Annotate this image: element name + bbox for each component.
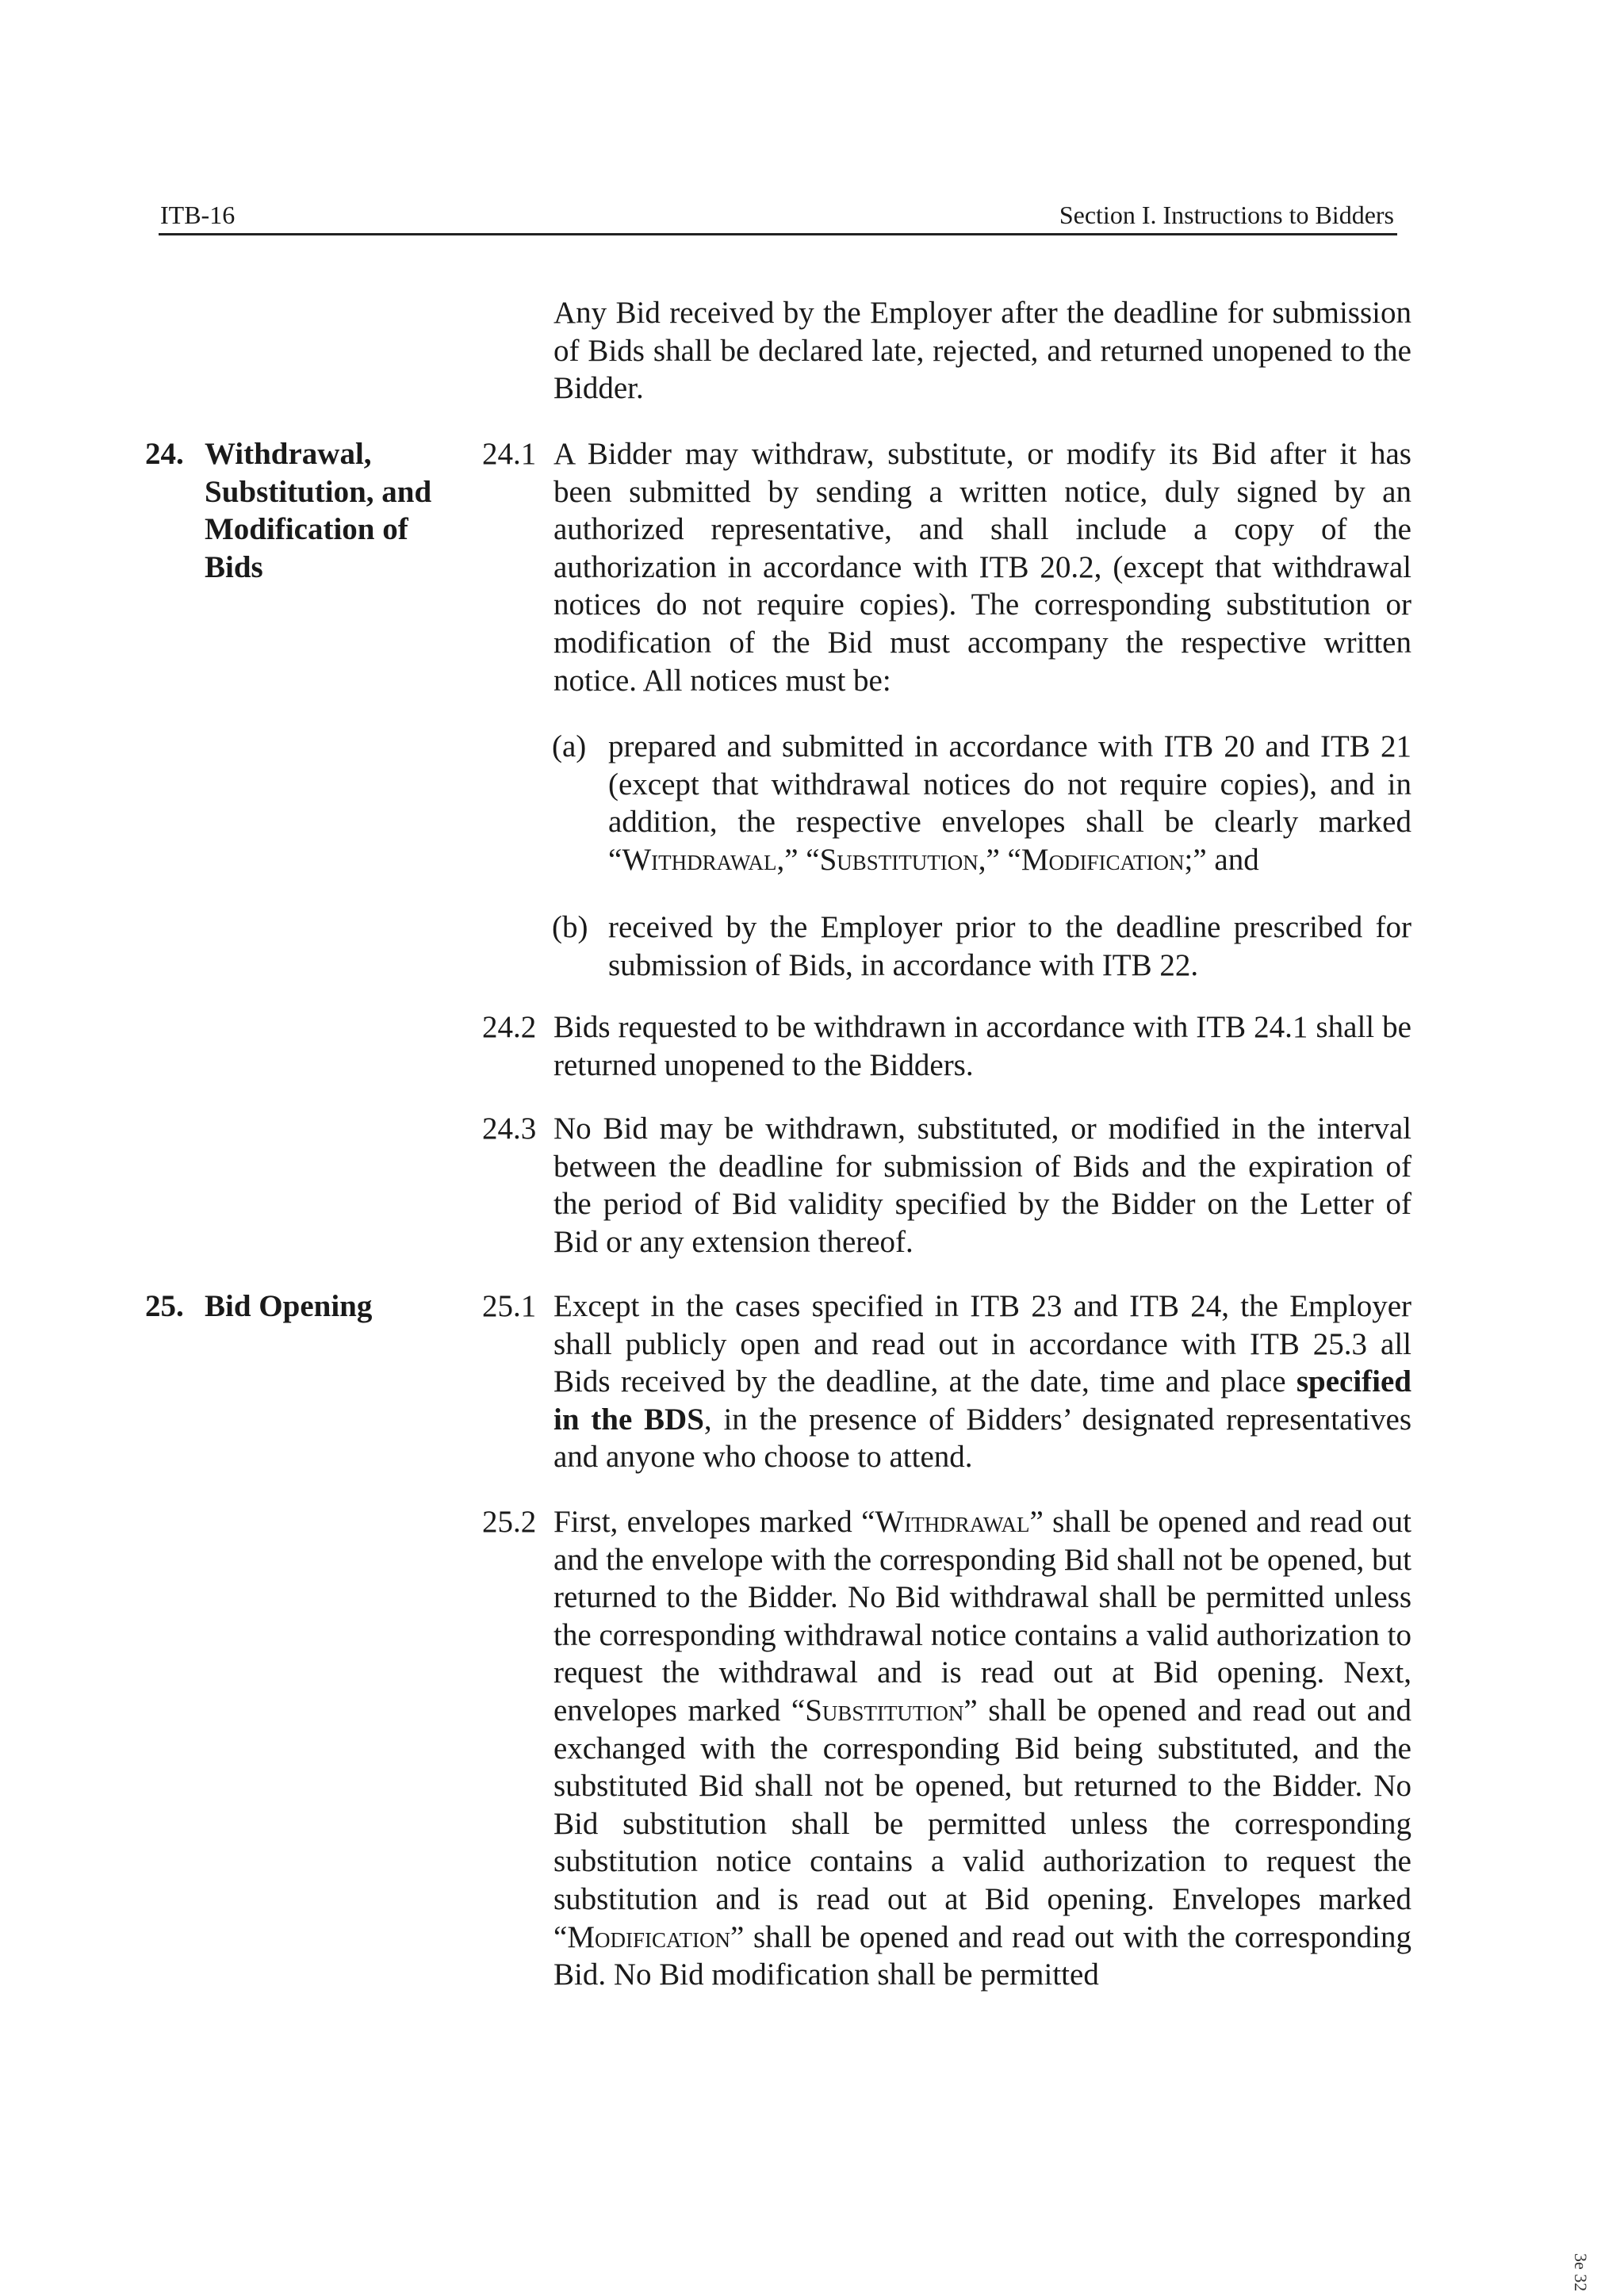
intro-paragraph: Any Bid received by the Employer after the deadline for submission of Bids shall be declared late, rejected, and returned unopened to the Bidder.: [553, 296, 1411, 406]
sub-clause-25-1-text-before: Except in the cases specified in ITB 23 and ITB 24, the Employer shall publicly open and read out in accordance with ITB 25.3 all Bids received by the deadline, at the date, time and place: [553, 1289, 1411, 1399]
sub-clause-24-1-number: 24.1: [482, 437, 537, 471]
sub-clause-25-2-part-3: ” shall be opened and read out and exchanged with the corresponding Bid being substituted, and the substituted Bid shall not be opened, but returned to the Bidder. No Bid substitution shall be permitted unless the corresponding substitution notice contains a valid authorization to request the substitution and is read out at Bid opening. Envelopes marked “: [553, 1693, 1411, 1954]
item-a-sep-2: ,” “: [978, 842, 1021, 877]
sub-clause-25-1-number: 25.1: [482, 1289, 537, 1323]
sub-clause-25-1-text-after: , in the presence of Bidders’ designated representatives and anyone who choose to attend.: [553, 1402, 1411, 1475]
sub-clause-25-2-text: [553, 1503, 1411, 1994]
page-header: [159, 197, 1397, 235]
sub-clause-25-1-bold: specified in the BDS: [553, 1364, 1411, 1437]
item-b-text: received by the Employer prior to the deadline prescribed for submission of Bids, in accordance with ITB 22.: [608, 910, 1411, 982]
sub-clause-25-2-substitution: Substitution: [805, 1693, 964, 1728]
item-a-label: (a): [552, 729, 587, 763]
item-a-text-before: prepared and submitted in accordance with ITB 20 and ITB 21 (except that withdrawal notices do not require copies), and in addition, the respective envelopes shall be clearly marked “: [608, 729, 1411, 877]
page-code: 3e 32: [1571, 2253, 1591, 2292]
item-a-sep-1: ,” “: [776, 842, 820, 877]
sub-clause-25-2-number: 25.2: [482, 1505, 537, 1539]
item-b-label: (b): [552, 910, 588, 944]
clause-24-title: Withdrawal, Substitution, and Modification of Bids: [205, 437, 432, 584]
clause-24-number: 24.: [145, 437, 184, 471]
item-a-text-after: ;” and: [1184, 842, 1259, 877]
sub-clause-25-2-withdrawal: Withdrawal: [875, 1505, 1030, 1539]
sub-clause-24-3-text: No Bid may be withdrawn, substituted, or modified in the interval between the deadline for submission of Bids and the expiration of the period of Bid validity specified by the Bidder on the Letter of Bid or any extension thereof.: [553, 1112, 1411, 1259]
sub-clause-25-2-part-2: ” shall be opened and read out and the envelope with the corresponding Bid shall not be opened, but returned to the Bidder. No Bid withdrawal shall be permitted unless the corresponding withdrawal notice contains a valid authorization to request the withdrawal and is read out at Bid opening. Next, envelopes marked “: [553, 1505, 1411, 1728]
page-id: ITB-16: [160, 201, 236, 229]
sub-clause-25-2-modification: Modification: [567, 1919, 730, 1954]
clause-25-title: Bid Opening: [205, 1289, 373, 1323]
clause-25-number: 25.: [145, 1289, 184, 1323]
item-a-withdrawal: Withdrawal: [622, 842, 777, 877]
item-a-modification: Modification: [1021, 842, 1185, 877]
item-a-text: [608, 728, 1411, 878]
sub-clause-25-1-text: [553, 1288, 1411, 1476]
item-a-substitution: Substitution: [819, 842, 979, 877]
sub-clause-24-2-text: Bids requested to be withdrawn in accordance with ITB 24.1 shall be returned unopened to the Bidders.: [553, 1010, 1411, 1082]
sub-clause-24-2-number: 24.2: [482, 1010, 537, 1044]
sub-clause-25-2-part-1: First, envelopes marked “: [553, 1505, 875, 1539]
sub-clause-24-1-text: A Bidder may withdraw, substitute, or modify its Bid after it has been submitted by sending a written notice, duly signed by an authorized representative, and shall include a copy of the authorization in accordance with ITB 20.2, (except that withdrawal notices do not require copies). The corresponding substitution or modification of the Bid must accompany the respective written notice. All notices must be:: [553, 437, 1411, 698]
section-title: Section I. Instructions to Bidders: [1059, 201, 1394, 229]
sub-clause-24-3-number: 24.3: [482, 1112, 537, 1146]
sub-clause-25-2-part-4: ” shall be opened and read out with the corresponding Bid. No Bid modification shall be permitted: [553, 1919, 1411, 1992]
